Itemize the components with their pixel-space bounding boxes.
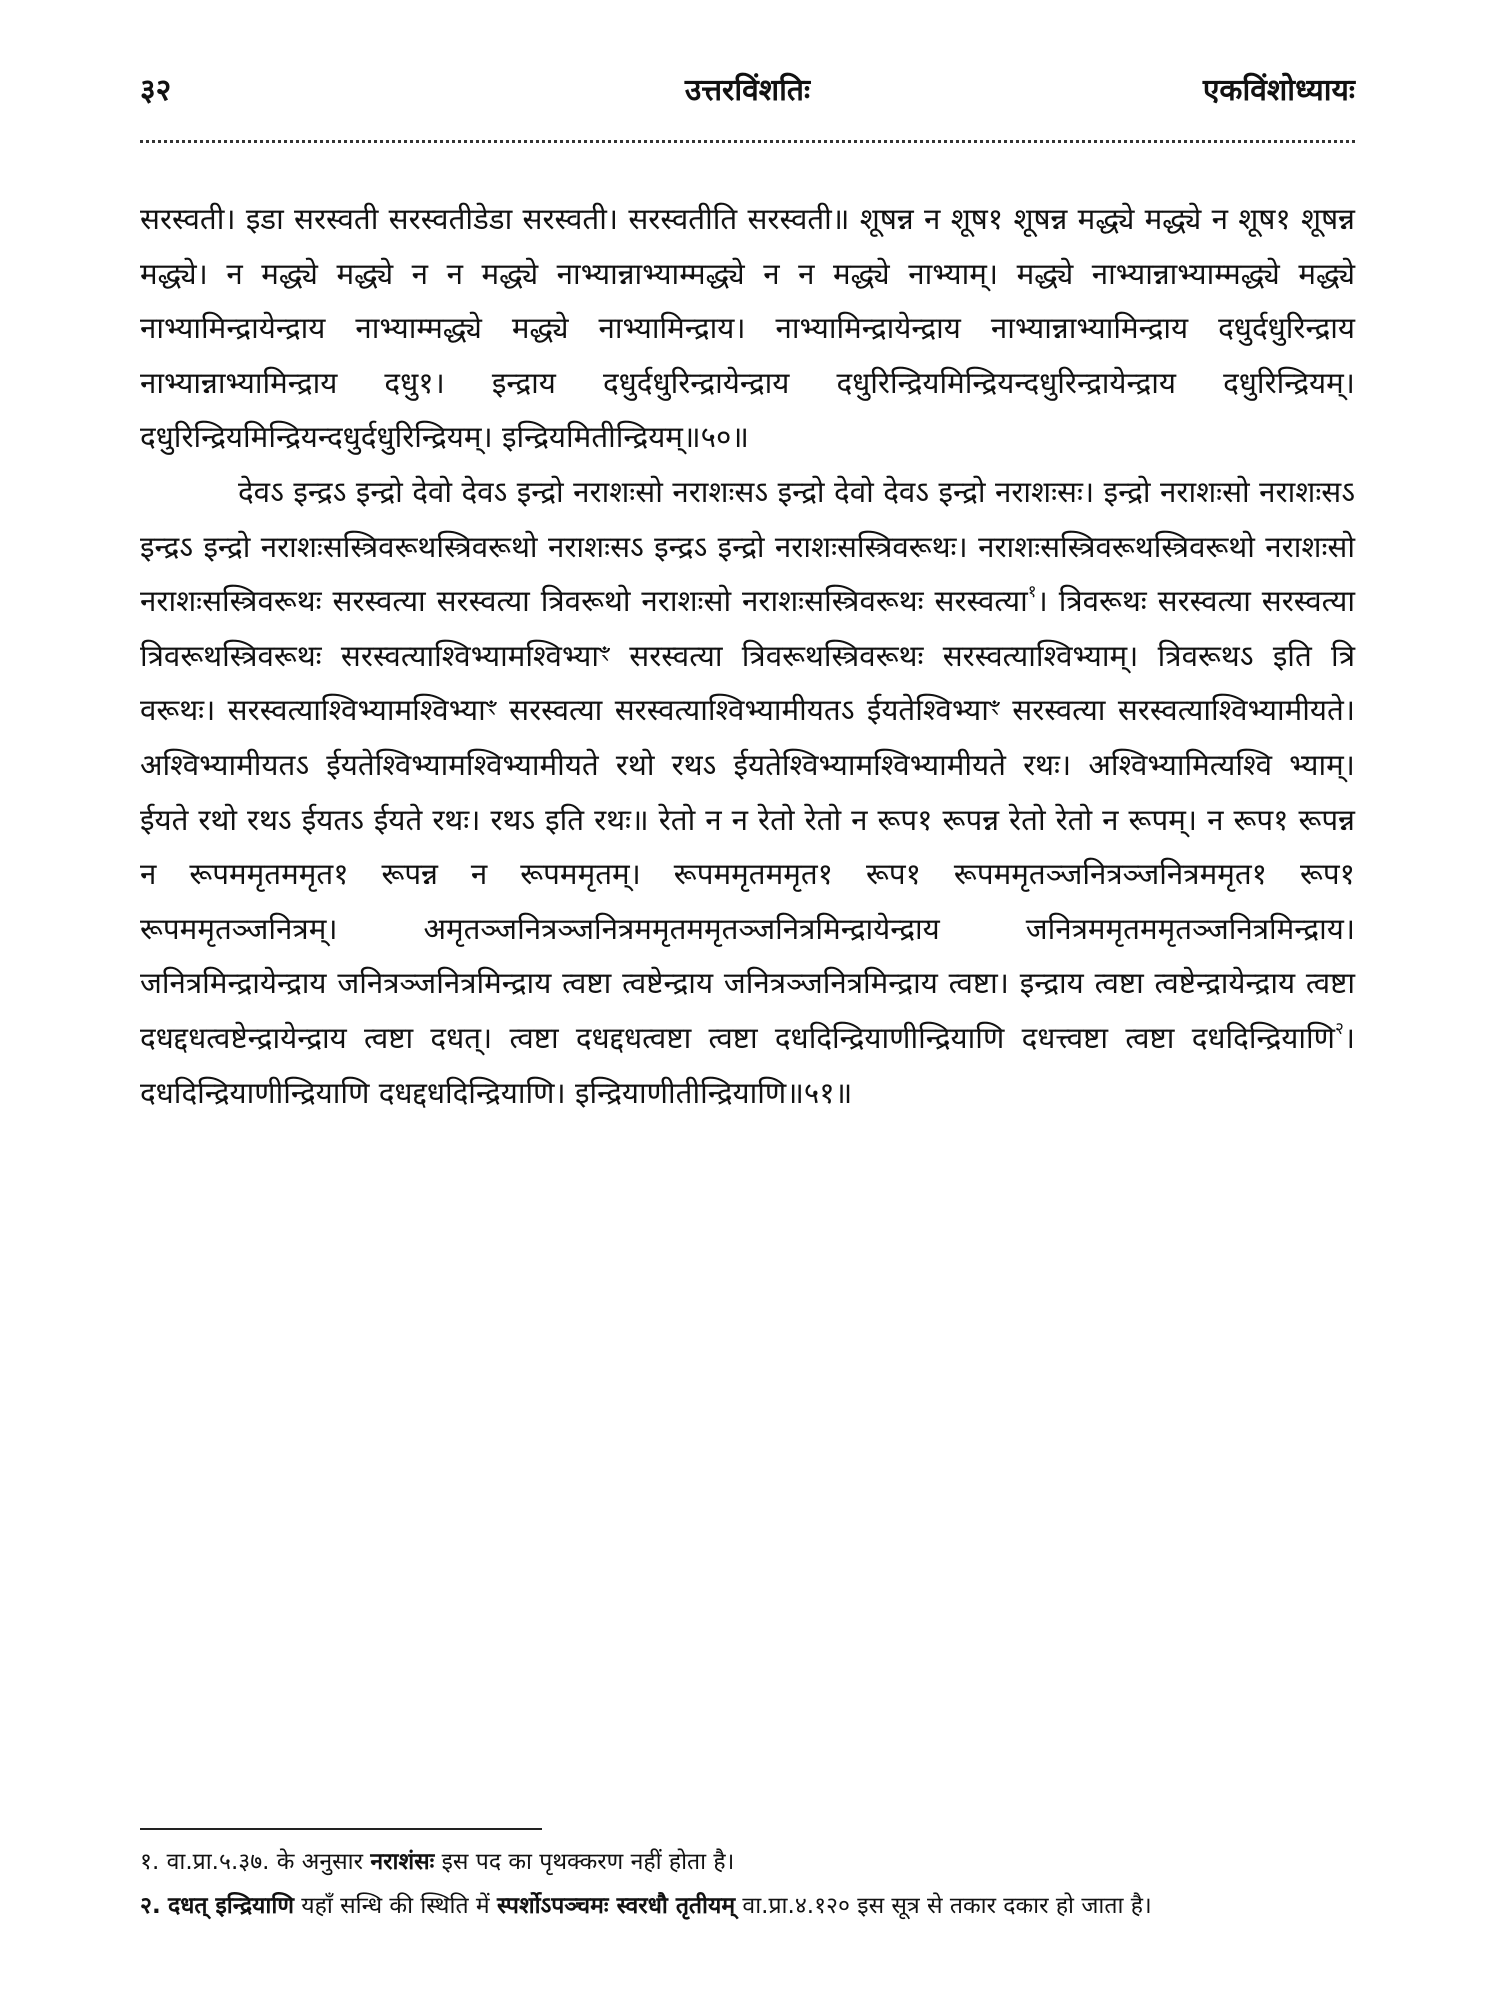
page-number: ३२ <box>140 73 172 108</box>
verse-text-51-part2: । त्रिवरूथः सरस्वत्या सरस्वत्या त्रिवरूथस्त्रिवरूथः सरस्वत्याश्विभ्यामश्विभ्याꣳ सरस्वत्या त्रिवरूथस्त्रिवरूथः सरस्वत्याश्विभ्याम्। त्रिवरूथऽ इति त्रि वरूथः। सरस्वत्याश्विभ्यामश्विभ्याꣳ सरस्वत्या सरस्वत्याश्विभ्यामीयतऽ ईयतेश्विभ्याꣳ सरस्वत्या सरस्वत्याश्विभ्यामीयते। अश्विभ्यामीयतऽ ईयतेश्विभ्यामश्विभ्यामीयते रथो रथऽ ईयतेश्विभ्यामश्विभ्यामीयते रथः। अश्विभ्यामित्यश्वि भ्याम्। ईयते रथो रथऽ ईयतऽ ईयते रथः। रथऽ इति रथः॥ रेतो न न रेतो रेतो न रूप१ रूपन्न रेतो रेतो न रूपम्। न रूप१ रूपन्न न रूपममृतममृत१ रूपन्न न रूपममृतम्। रूपममृतममृत१ रूप१ रूपममृतञ्जनित्रञ्जनित्रममृत१ रूप१ रूपममृतञ्जनित्रम्। अमृतञ्जनित्रञ्जनित्रममृतममृतञ्जनित्रमिन्द्रायेन्द्राय जनित्रममृतममृतञ्जनित्रमिन्द्राय। जनित्रमिन्द्रायेन्द्राय जनित्रञ्जनित्रमिन्द्राय त्वष्टा त्वष्टेन्द्राय जनित्रञ्जनित्रमिन्द्राय त्वष्टा। इन्द्राय त्वष्टा त्वष्टेन्द्रायेन्द्राय त्वष्टा दधद्दधत्वष्टेन्द्रायेन्द्राय त्वष्टा दधत्। त्वष्टा दधद्दधत्वष्टा त्वष्टा दधदिन्द्रियाणीन्द्रियाणि दधत्त्वष्टा त्वष्टा दधदिन्द्रियाणि <box>140 584 1355 1055</box>
running-header <box>140 68 1355 118</box>
verse-paragraph-51 <box>140 465 1355 1120</box>
footnote-2-text-b: वा.प्रा.४.१२० इस सूत्र से तकार दकार हो जाता है। <box>742 1893 1152 1919</box>
footnote-1-term: नराशंसः <box>370 1849 435 1875</box>
footnotes <box>140 1840 1355 1928</box>
footnote-marker-2: २ <box>1334 1018 1344 1039</box>
footnote-2-rule-name: स्पर्शोऽपञ्चमः स्वरधौ तृतीयम् <box>496 1893 736 1919</box>
footnote-1 <box>140 1840 1355 1884</box>
footnote-2-label: २. <box>140 1893 161 1919</box>
main-text <box>140 192 1355 1120</box>
footnote-2-term: दधत् इन्द्रियाणि <box>168 1893 294 1919</box>
footnote-1-prefix: १. वा.प्रा.५.३७. के अनुसार <box>140 1849 364 1875</box>
verse-text-50: सरस्वती। इडा सरस्वती सरस्वतीडेडा सरस्वती। सरस्वतीति सरस्वती॥ शूषन्न न शूष१ शूषन्न मद्ध्ये मद्ध्ये न शूष१ शूषन्न मद्ध्ये। न मद्ध्ये मद्ध्ये न न मद्ध्ये नाभ्यान्नाभ्याम्मद्ध्ये न न मद्ध्ये नाभ्याम्। मद्ध्ये नाभ्यान्नाभ्याम्मद्ध्ये मद्ध्ये नाभ्यामिन्द्रायेन्द्राय नाभ्याम्मद्ध्ये मद्ध्ये नाभ्यामिन्द्राय। नाभ्यामिन्द्रायेन्द्राय नाभ्यान्नाभ्यामिन्द्राय दधुर्दधुरिन्द्राय नाभ्यान्नाभ्यामिन्द्राय दधु१। इन्द्राय दधुर्दधुरिन्द्रायेन्द्राय दधुरिन्द्रियमिन्द्रियन्दधुरिन्द्रायेन्द्राय दधुरिन्द्रियम्। दधुरिन्द्रियमिन्द्रियन्दधुर्दधुरिन्द्रियम्। इन्द्रियमितीन्द्रियम्॥५०॥ <box>140 202 1355 455</box>
footnote-rule <box>140 1828 542 1830</box>
footnote-2 <box>140 1884 1355 1928</box>
verse-text-51-part3: । दधदिन्द्रियाणीन्द्रियाणि दधद्दधदिन्द्रियाणि। इन्द्रियाणीतीन्द्रियाणि॥५१॥ <box>140 1020 1355 1110</box>
dotted-separator <box>140 140 1355 143</box>
footnote-marker-1: १ <box>1027 582 1037 603</box>
verse-paragraph-50 <box>140 192 1355 465</box>
footnote-1-text: इस पद का पृथक्करण नहीं होता है। <box>441 1849 735 1875</box>
footnote-2-text-a: यहाँ सन्धि की स्थिति में <box>301 1893 490 1919</box>
chapter-section-title: उत्तरविंशतिः <box>684 73 811 108</box>
verse-text-51-part1: देवऽ इन्द्रऽ इन्द्रो देवो देवऽ इन्द्रो नराशःसो नराशःसऽ इन्द्रो देवो देवऽ इन्द्रो नराशःसः। इन्द्रो नराशःसो नराशःसऽ इन्द्रऽ इन्द्रो नराशःसस्त्रिवरूथस्त्रिवरूथो नराशःसऽ इन्द्रऽ इन्द्रो नराशःसस्त्रिवरूथः। नराशःसस्त्रिवरूथस्त्रिवरूथो नराशःसो नराशःसस्त्रिवरूथः सरस्वत्या सरस्वत्या त्रिवरूथो नराशःसो नराशःसस्त्रिवरूथः सरस्वत्या <box>140 474 1355 619</box>
chapter-title: एकविंशोध्यायः <box>1202 73 1355 108</box>
